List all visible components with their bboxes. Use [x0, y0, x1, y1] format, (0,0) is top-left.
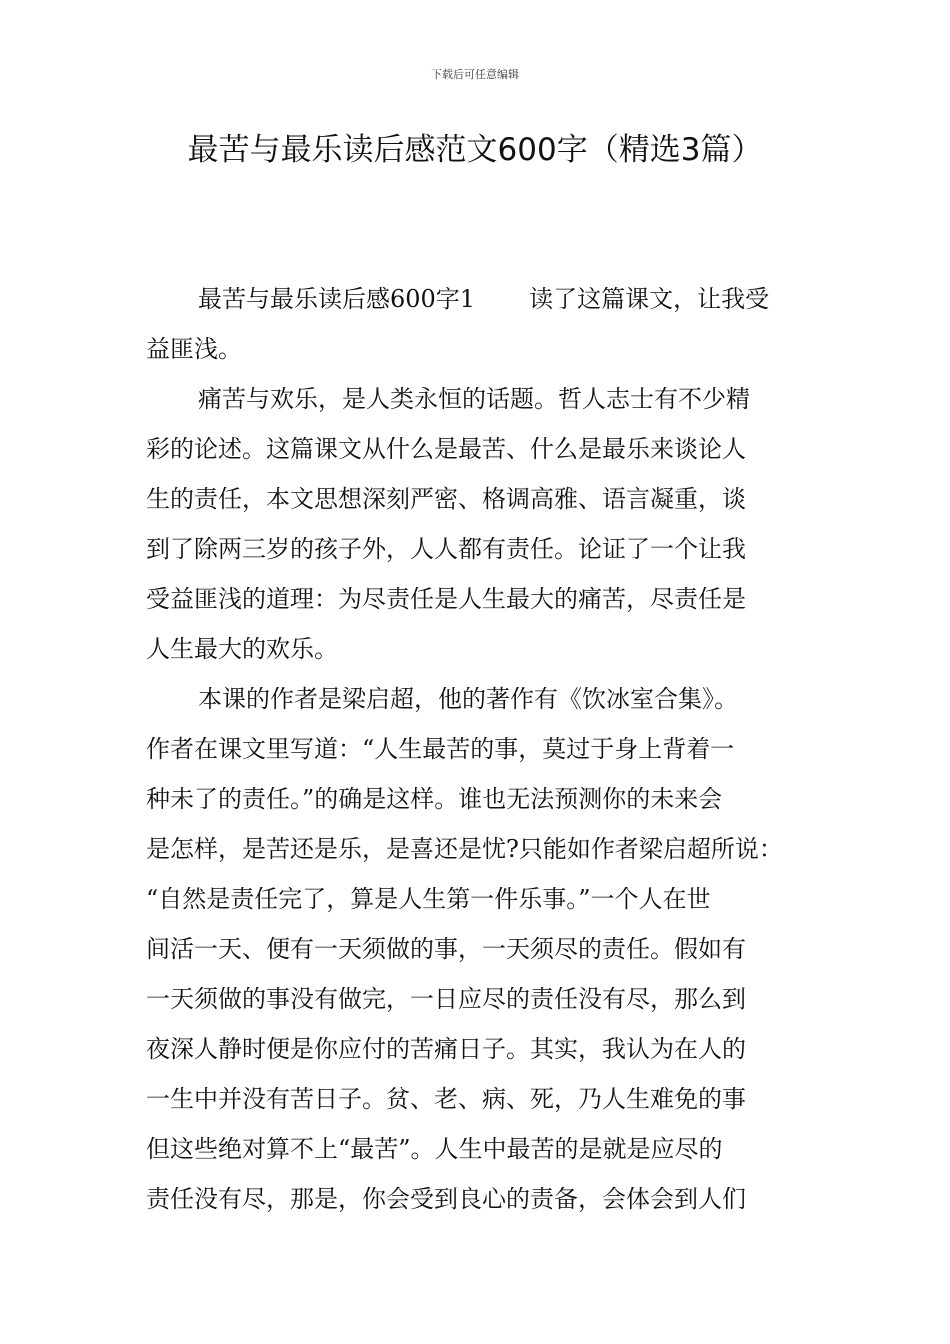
paragraph-line: 本课的作者是梁启超，他的著作有《饮冰室合集》。 [198, 685, 738, 713]
paragraph-line: 益匪浅。 [146, 335, 242, 363]
paragraph-line: 是怎样，是苦还是乐，是喜还是忧?只能如作者梁启超所说： [146, 835, 783, 863]
paragraph-line: 彩的论述。这篇课文从什么是最苦、什么是最乐来谈论人 [146, 435, 746, 463]
section-subheading: 最苦与最乐读后感600字1 [198, 285, 476, 313]
header-note: 下载后可任意编辑 [431, 68, 519, 81]
paragraph-line: 责任没有尽，那是，你会受到良心的责备，会体会到人们 [146, 1185, 746, 1213]
document-body [146, 274, 810, 1224]
paragraph-line: 作者在课文里写道：“人生最苦的事，莫过于身上背着一 [146, 735, 735, 763]
paragraph-line: 到了除两三岁的孩子外，人人都有责任。论证了一个让我 [146, 535, 746, 563]
paragraph-line: 一天须做的事没有做完，一日应尽的责任没有尽，那么到 [146, 985, 746, 1013]
document-title: 最苦与最乐读后感范文600字（精选3篇） [187, 132, 763, 168]
paragraph-text: 读了这篇课文，让我受 [529, 285, 770, 313]
paragraph-line: 一生中并没有苦日子。贫、老、病、死，乃人生难免的事 [146, 1085, 746, 1113]
paragraph-line: 生的责任，本文思想深刻严密、格调高雅、语言凝重，谈 [146, 485, 746, 513]
paragraph-line: 但这些绝对算不上“最苦”。人生中最苦的是就是应尽的 [146, 1135, 723, 1163]
paragraph-line: 人生最大的欢乐。 [146, 635, 338, 663]
paragraph-line: 种未了的责任。”的确是这样。谁也无法预测你的未来会 [146, 785, 723, 813]
paragraph-line: 痛苦与欢乐，是人类永恒的话题。哲人志士有不少精 [198, 385, 750, 413]
paragraph-line: 间活一天、便有一天须做的事，一天须尽的责任。假如有 [146, 935, 746, 963]
paragraph-line: 夜深人静时便是你应付的苦痛日子。其实，我认为在人的 [146, 1035, 746, 1063]
paragraph-line [146, 274, 810, 324]
paragraph-line: “自然是责任完了，算是人生第一件乐事。”一个人在世 [146, 885, 711, 913]
paragraph-line: 受益匪浅的道理：为尽责任是人生最大的痛苦，尽责任是 [146, 585, 746, 613]
